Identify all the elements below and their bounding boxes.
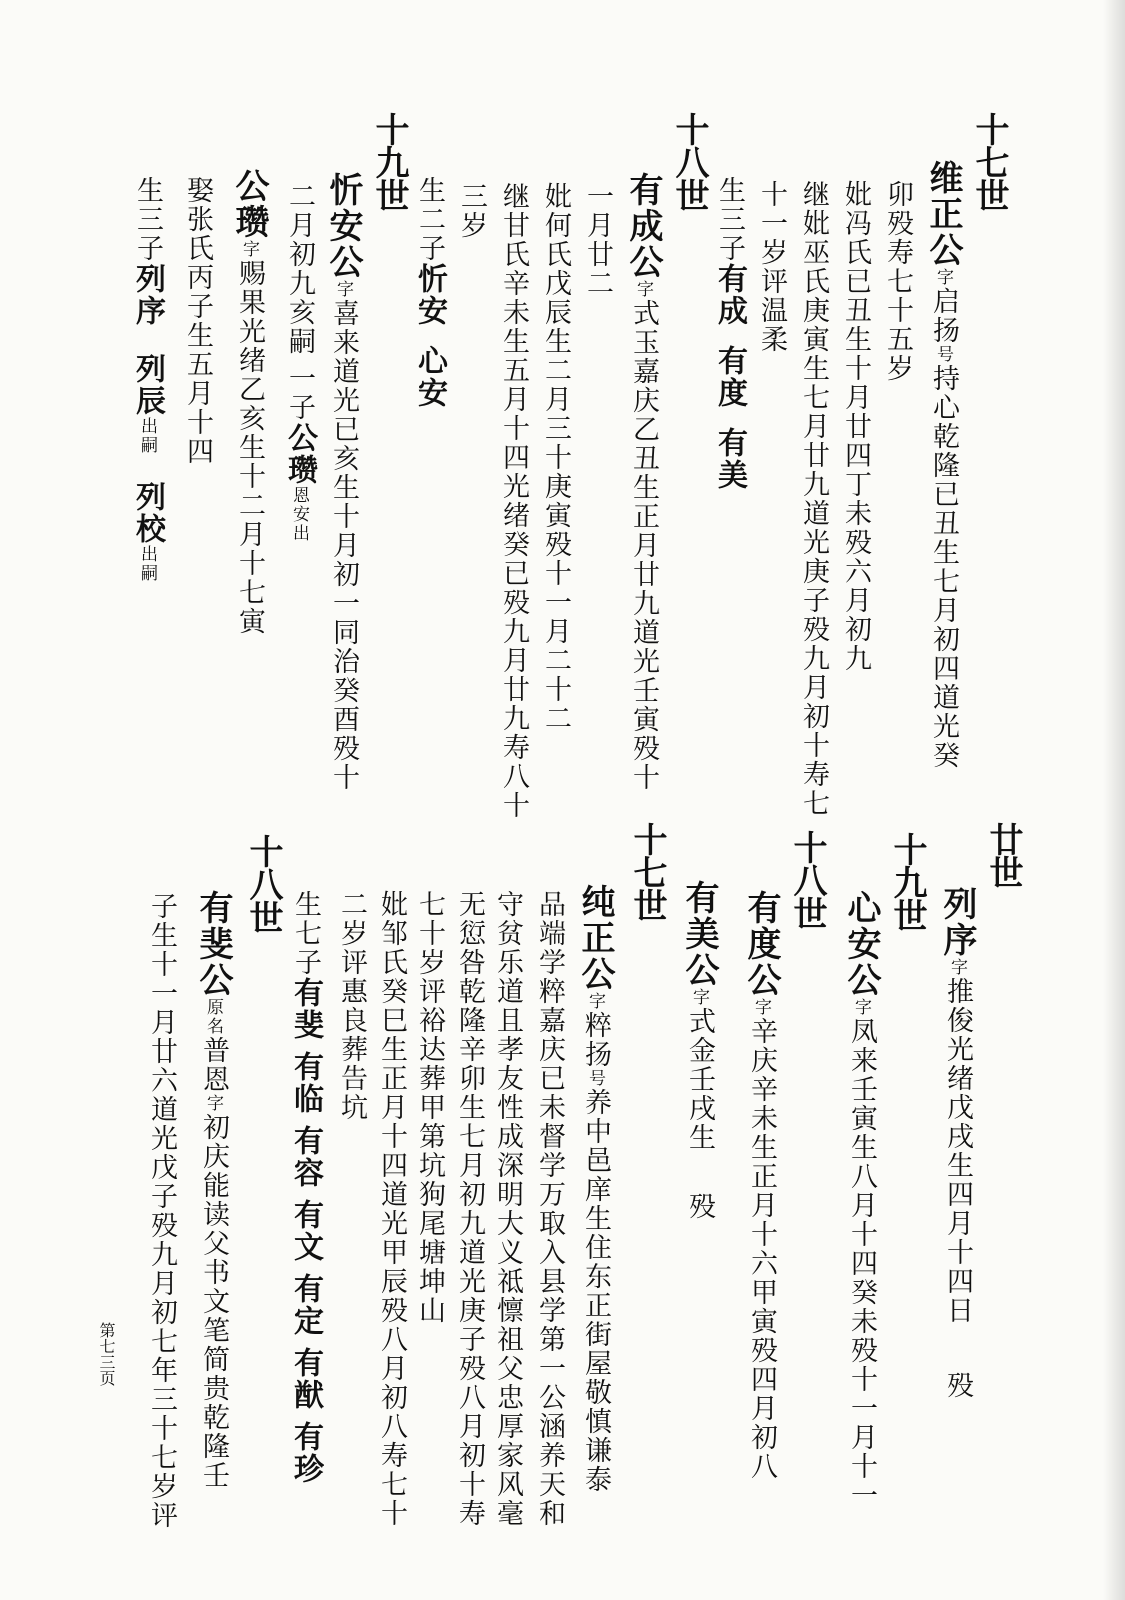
entry-youfei: 有斐公原名普恩字初庆能读父书文笔简贵乾隆壬 <box>193 890 233 1490</box>
person-name: 维正公 <box>923 160 963 268</box>
entry-text-line: 守贫乐道且孝友性成深明大义祗懔祖父忠厚家风毫 <box>492 890 523 1528</box>
entry-text-line: 三岁 <box>456 182 487 240</box>
entry-youmei: 有美公字式金壬戌生殁 <box>679 880 719 1221</box>
entry-text-line: 继甘氏辛未生五月十四光绪癸已殁九月廿九寿八十 <box>498 182 529 820</box>
person-name: 纯正公 <box>575 884 615 992</box>
binding-shadow <box>1103 0 1125 1600</box>
person-name: 忻安公 <box>323 172 363 280</box>
entry-gongzan: 公瓒字赐果光绪乙亥生十二月十七寅 <box>229 168 269 636</box>
sons-line: 生三子有成有度有美 <box>712 176 747 491</box>
entry-text-line: 十一岁评温柔 <box>756 180 787 354</box>
generation-heading: 十七世 <box>627 822 667 921</box>
generation-heading: 十九世 <box>887 832 927 931</box>
entry-text-line: 一月廿二 <box>582 182 613 298</box>
generation-heading: 十八世 <box>787 830 827 929</box>
entry-xinan-2: 心安公字凤来壬寅生八月十四癸未殁十一月十一 <box>841 890 881 1510</box>
entry-text-line: 妣邹氏癸巳生正月十四道光甲辰殁八月初八寿七十 <box>376 890 407 1528</box>
sons-line: 生三子列序列辰出嗣列校出嗣 <box>130 176 165 583</box>
generation-heading: 十八世 <box>243 834 283 933</box>
person-name: 列序 <box>937 886 977 958</box>
generation-heading: 十七世 <box>969 112 1009 211</box>
generation-heading: 十八世 <box>669 112 709 211</box>
entry-xinan: 忻安公字喜来道光已亥生十月初一同治癸酉殁十 <box>323 172 363 792</box>
entry-text-line: 二岁评惠良葬告坑 <box>336 890 367 1122</box>
entry-text-line: 娶张氏丙子生五月十四 <box>182 176 213 466</box>
entry-chunzheng: 纯正公字粹扬号养中邑庠生住东正街屋敬慎谦泰 <box>575 884 615 1494</box>
person-name: 有度公 <box>741 890 781 998</box>
person-name: 有成公 <box>623 172 663 280</box>
entry-text-line: 妣何氏戊辰生二月三十庚寅殁十一月二十二 <box>540 182 571 733</box>
person-name: 心安公 <box>841 890 881 998</box>
sons-line: 生七子有斐有临有容有文有定有猷有珍 <box>288 890 323 1485</box>
entry-youcheng: 有成公字式玉嘉庆乙丑生正月廿九道光壬寅殁十 <box>623 172 663 792</box>
entry-text-line: 七十岁评裕达葬甲第坑狗尾塘坤山 <box>414 890 445 1325</box>
entry-weizheng: 维正公字启扬号持心乾隆已丑生七月初四道光癸 <box>923 160 963 770</box>
entry-text-line: 二月初九亥嗣一子公瓒恩安出 <box>282 182 317 543</box>
entry-text-line: 卯殁寿七十五岁 <box>882 180 913 383</box>
entry-text-line: 品端学粹嘉庆已未督学万取入县学第一公涵养天和 <box>534 890 565 1528</box>
entry-youdu: 有度公字辛庆辛未生正月十六甲寅殁四月初八 <box>741 890 781 1481</box>
page-number: 第七三页 <box>97 1322 116 1386</box>
entry-text-line: 继妣巫氏庚寅生七月廿九道光庚子殁九月初十寿七 <box>798 180 829 818</box>
generation-heading: 廿世 <box>983 822 1023 888</box>
entry-liexu: 列序字推俊光绪戊戌生四月十四日殁 <box>937 886 977 1400</box>
entry-text-line: 无愆咎乾隆辛卯生七月初九道光庚子殁八月初十寿 <box>454 890 485 1528</box>
person-name: 公瓒 <box>229 168 269 240</box>
person-name: 有斐公 <box>193 890 233 998</box>
generation-heading: 十九世 <box>369 112 409 211</box>
person-name: 有美公 <box>679 880 719 988</box>
entry-text-line: 妣冯氏已丑生十月廿四丁未殁六月初九 <box>840 180 871 673</box>
sons-line: 生二子忻安心安 <box>412 176 447 409</box>
entry-text-line: 子生十一月廿六道光戊子殁九月初七年三十七岁评 <box>146 892 177 1530</box>
